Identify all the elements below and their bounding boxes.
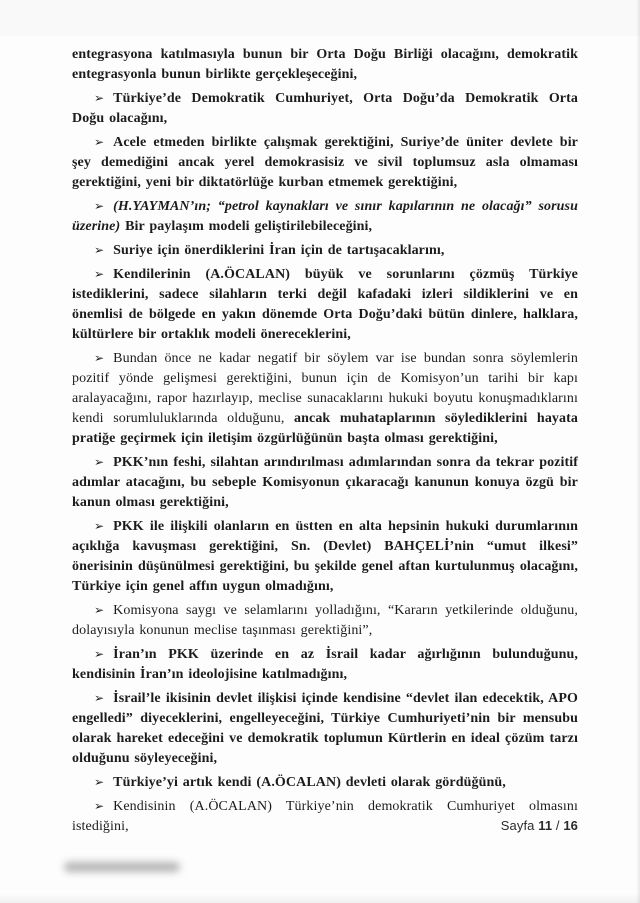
bullet-arrow-icon: ➢ bbox=[94, 603, 105, 617]
list-item bbox=[72, 348, 578, 449]
bullet-arrow-icon: ➢ bbox=[94, 135, 105, 149]
text-segment: İsrail’le ikisinin devlet ilişkisi içinde kendisine “devlet ilan edecektik, APO engelledi” diyeceklerini, engelleyeceğini, Türkiye Cumhuriyeti’nin bir mensubu olarak hareket edeceğini ve demokratik toplumun Kürtlerin en ideal çözüm tarzı olduğunu söyleyeceğini, bbox=[72, 691, 578, 766]
text-segment: Bir paylaşım modeli geliştirilebileceğini, bbox=[125, 219, 373, 234]
text-segment: Türkiye’de Demokratik Cumhuriyet, Orta Doğu’da Demokratik Orta Doğu olacağını, bbox=[72, 91, 578, 126]
list-item bbox=[72, 644, 578, 685]
text-segment: İran’ın PKK üzerinde en az İsrail kadar ağırlığının bulunduğunu, kendisinin İran’ın ideolojisine katılmadığını, bbox=[72, 647, 578, 682]
list-item bbox=[72, 196, 578, 237]
list-item bbox=[72, 688, 578, 769]
list-item bbox=[72, 600, 578, 641]
bullet-arrow-icon: ➢ bbox=[94, 267, 105, 281]
scan-edge-bottom bbox=[0, 893, 640, 903]
list-item bbox=[72, 88, 578, 129]
list-item bbox=[72, 264, 578, 345]
text-segment: Kendisinin (A.ÖCALAN) Türkiye’nin demokratik Cumhuriyet olmasını istediğini, bbox=[72, 799, 578, 834]
text-segment: PKK ile ilişkili olanların en üstten en alta hepsinin hukuki durumlarının açıklığa kavuşması gerektiğini, Sn. (Devlet) BAHÇELİ’nin “umut ilkesi” önerisinin düşünülmesi gerektiğini, bu şekilde genel aftan kurtulunmuş olacağını, Türkiye için genel affın uygun olmadığını, bbox=[72, 519, 578, 594]
bullet-arrow-icon: ➢ bbox=[94, 199, 105, 213]
bullet-arrow-icon: ➢ bbox=[94, 519, 105, 533]
bullet-arrow-icon: ➢ bbox=[94, 799, 105, 813]
list-item bbox=[72, 452, 578, 513]
bullet-arrow-icon: ➢ bbox=[94, 243, 105, 257]
page-number-total: 16 bbox=[563, 818, 578, 833]
bullet-arrow-icon: ➢ bbox=[94, 647, 105, 661]
list-item bbox=[72, 516, 578, 597]
text-segment: Komisyona saygı ve selamlarını yolladığını, “Kararın yetkilerinde olduğunu, dolayısıyla konunun meclise taşınması gerektiğini”, bbox=[72, 603, 578, 638]
scan-shade bbox=[0, 0, 640, 36]
text-segment: (H.YAYMAN’ın; “petrol kaynakları ve sınır kapılarının ne olacağı” sorusu üzerine) bbox=[72, 199, 578, 234]
bullet-arrow-icon: ➢ bbox=[94, 455, 105, 469]
page-number-separator: / bbox=[555, 818, 560, 833]
list-item bbox=[72, 240, 578, 261]
scan-smudge-artifact bbox=[64, 862, 180, 872]
text-segment: Kendilerinin (A.ÖCALAN) büyük ve sorunlarını çözmüş Türkiye istediklerini, sadece silahların terki değil kafadaki izleri sildiklerini ve en önemlisi de bölgede en yakın dönemde Orta Doğu’daki bütün dinlere, halklara, kültürlere bir ortaklık modeli önereceklerini, bbox=[72, 267, 578, 342]
text-segment: PKK’nın feshi, silahtan arındırılması adımlarından sonra da tekrar pozitif adımlar atacağını, bu sebeple Komisyonun çıkaracağı kanunun konuya özgü bir kanun olması gerektiğini, bbox=[72, 455, 578, 510]
text-segment: Türkiye’yi artık kendi (A.ÖCALAN) devleti olarak gördüğünü, bbox=[113, 775, 506, 790]
page-number-current: 11 bbox=[538, 818, 553, 833]
text-segment: Bundan önce ne kadar negatif bir söylem var ise bundan sonra söylemlerin pozitif yönde gelişmesi gerektiğini, bunun için de Komisyon’un tarihi bir kapı aralayacağını, rapor hazırlayıp, meclise sunacaklarını hukuki boyutu konuşmadıklarını kendi sorumluluklarında olduğunu, bbox=[72, 351, 578, 426]
text-segment: Suriye için önerdiklerini İran için de tartışacaklarını, bbox=[113, 243, 445, 258]
scan-edge-right bbox=[636, 0, 640, 903]
bullet-arrow-icon: ➢ bbox=[94, 351, 105, 365]
bullet-arrow-icon: ➢ bbox=[94, 91, 105, 105]
document-body bbox=[72, 45, 578, 840]
list-item bbox=[72, 132, 578, 193]
bullet-arrow-icon: ➢ bbox=[94, 775, 105, 789]
paragraph bbox=[72, 45, 578, 85]
page-number-label: Sayfa bbox=[500, 818, 535, 833]
list-item bbox=[72, 772, 578, 793]
text-segment: entegrasyona katılmasıyla bunun bir Orta Doğu Birliği olacağını, demokratik entegrasyonla bunun birlikte gerçekleşeceğini, bbox=[72, 47, 578, 82]
page-number bbox=[501, 818, 578, 833]
text-segment: ancak muhataplarının söylediklerini hayata pratiğe geçirmek için iletişim özgürlüğünün başta olması gerektiğini, bbox=[72, 411, 578, 446]
bullet-arrow-icon: ➢ bbox=[94, 691, 105, 705]
text-segment: Acele etmeden birlikte çalışmak gerektiğini, Suriye’de üniter devlete bir şey demediğini ancak yerel demokrasisiz ve sivil toplumsuz asla olmaması gerektiğini, yeni bir diktatörlüğe kurban etmemek gerektiğini, bbox=[72, 135, 578, 190]
